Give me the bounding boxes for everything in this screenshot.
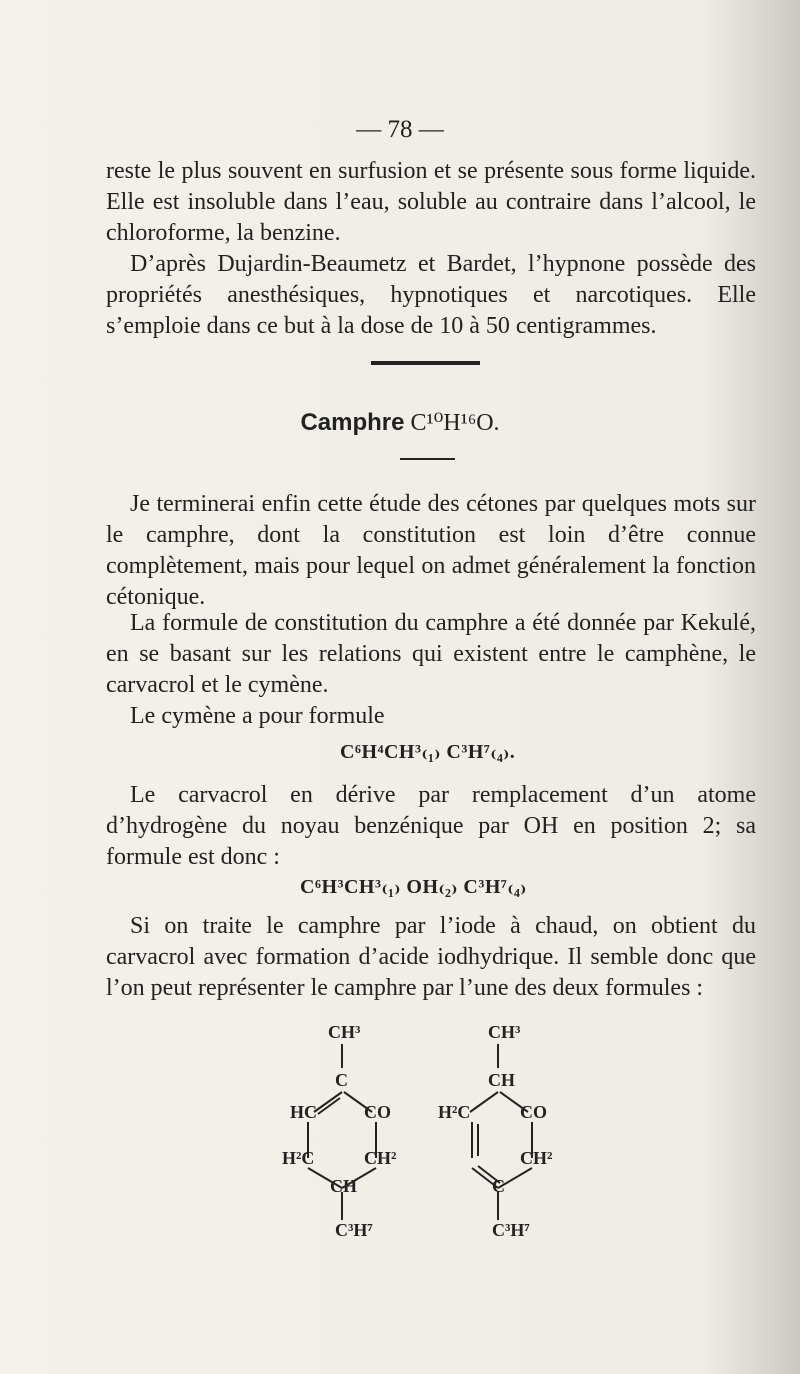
s1-c-bottom: CH	[330, 1176, 357, 1196]
paragraph-7: Si on traite le camphre par l’iode à chaud, on obtient du carvacrol avec formation d’acide iodhydrique. Il semble donc que l’on peut représenter le camphre par l’une des deux formules :	[106, 913, 756, 1001]
paragraph-6: Le carvacrol en dérive par remplacement d’un atome d’hydrogène du noyau benzénique par OH en position 2; sa formule est donc :	[106, 782, 756, 870]
s1-top: CH³	[328, 1022, 361, 1042]
s1-bottom: C³H⁷	[335, 1220, 373, 1240]
paragraph-1: reste le plus souvent en surfusion et se présente sous forme liquide. Elle est insoluble dans l’eau, soluble au contraire dans l’alcool, le chloroforme, la benzine.	[106, 158, 756, 246]
formula-cymene: C⁶H⁴CH³₍₁₎ C³H⁷₍₄₎.	[340, 741, 516, 763]
paragraph-5: Le cymène a pour formule	[130, 703, 385, 729]
formula-carvacrol: C⁶H³CH³₍₁₎ OH₍₂₎ C³H⁷₍₄₎	[300, 876, 527, 898]
s2-left-top: H²C	[438, 1102, 471, 1122]
heading-underline	[400, 458, 455, 460]
section-heading	[0, 408, 800, 437]
structure-formula-2	[436, 1022, 566, 1242]
paragraph-2: D’après Dujardin-Beaumetz et Bardet, l’hypnone possède des propriétés anesthésiques, hypnotiques et narcotiques. Elle s’emploie dans ce but à la dose de 10 à 50 centigrammes.	[106, 251, 756, 339]
s2-c-top: CH	[488, 1070, 515, 1090]
paragraph-4: La formule de constitution du camphre a été donnée par Kekulé, en se basant sur les relations qui existent entre le camphène, le carvacrol et le cymène.	[106, 610, 756, 698]
structure-1-bonds	[280, 1022, 410, 1242]
s2-bottom: C³H⁷	[492, 1220, 530, 1240]
section-rule	[371, 361, 480, 365]
s2-c-bottom: C	[492, 1176, 505, 1196]
s1-c-top: C	[335, 1070, 348, 1090]
heading-title: Camphre	[300, 409, 405, 436]
s2-top: CH³	[488, 1022, 521, 1042]
s1-right-bottom: CH²	[364, 1148, 397, 1168]
structure-2-bonds	[436, 1022, 566, 1242]
paragraph-3: Je terminerai enfin cette étude des cétones par quelques mots sur le camphre, dont la constitution est loin d’être connue complètement, mais pour lequel on admet généralement la fonction cétonique.	[106, 491, 756, 610]
page-number: — 78 —	[356, 116, 444, 143]
s1-left-bottom: H²C	[282, 1148, 315, 1168]
s1-right-top: CO	[364, 1102, 391, 1122]
s2-right-top: CO	[520, 1102, 547, 1122]
s2-right-bottom: CH²	[520, 1148, 553, 1168]
s1-left-top: HC	[290, 1102, 317, 1122]
structure-formula-1	[280, 1022, 410, 1242]
heading-formula: C¹⁰H¹⁶O.	[410, 410, 500, 436]
